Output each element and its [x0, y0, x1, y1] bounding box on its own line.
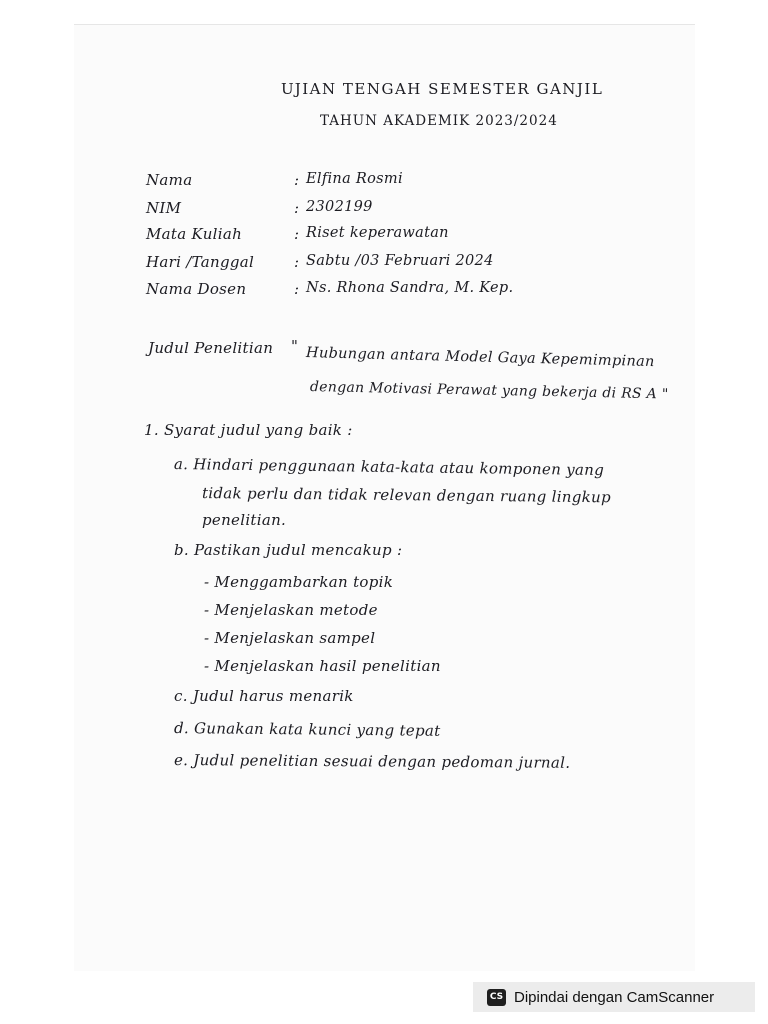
answer-b-item: - Menggambarkan topik: [204, 573, 394, 591]
question-1: 1. Syarat judul yang baik :: [144, 421, 353, 439]
answer-e: e. Judul penelitian sesuai dengan pedoman jurnal.: [173, 751, 571, 772]
exam-title: UJIAN TENGAH SEMESTER GANJIL: [281, 80, 604, 98]
colon: :: [294, 253, 300, 271]
lecturer-value: Ns. Rhona Sandra, M. Kep.: [306, 280, 514, 296]
nim-label: NIM: [146, 199, 182, 217]
date-value: Sabtu /03 Februari 2024: [306, 253, 494, 269]
answer-b-item: - Menjelaskan sampel: [204, 629, 376, 647]
research-title-line-1: Hubungan antara Model Gaya Kepemimpinan: [305, 345, 655, 371]
lecturer-label: Nama Dosen: [146, 280, 247, 298]
academic-year: TAHUN AKADEMIK 2023/2024: [320, 113, 558, 129]
answer-a-line-1: a. Hindari penggunaan kata-kata atau komponen yang: [173, 455, 605, 480]
nim-value: 2302199: [306, 199, 373, 215]
answer-a-line-2: tidak perlu dan tidak relevan dengan ruang lingkup: [201, 484, 612, 507]
colon: ": [291, 337, 299, 355]
watermark-text: Dipindai dengan CamScanner: [514, 988, 715, 1006]
answer-b: b. Pastikan judul mencakup :: [174, 541, 403, 559]
colon: :: [294, 171, 300, 189]
scanned-paper: [74, 24, 695, 971]
camscanner-watermark: [473, 982, 755, 1012]
colon: :: [294, 199, 300, 217]
research-title-label: Judul Penelitian: [148, 339, 274, 357]
colon: :: [294, 225, 300, 243]
course-label: Mata Kuliah: [146, 225, 243, 243]
course-value: Riset keperawatan: [306, 225, 449, 241]
camscanner-logo-icon: CS: [487, 989, 506, 1006]
answer-b-item: - Menjelaskan metode: [204, 601, 378, 619]
colon: :: [294, 280, 300, 298]
name-label: Nama: [146, 171, 193, 189]
name-value: Elfina Rosmi: [306, 171, 403, 187]
answer-a-line-3: penelitian.: [202, 511, 287, 529]
answer-c: c. Judul harus menarik: [174, 687, 354, 705]
date-label: Hari /Tanggal: [146, 253, 255, 271]
answer-d: d. Gunakan kata kunci yang tepat: [173, 719, 441, 740]
research-title-line-2: dengan Motivasi Perawat yang bekerja di RS A ": [309, 379, 669, 403]
answer-b-item: - Menjelaskan hasil penelitian: [204, 657, 441, 675]
